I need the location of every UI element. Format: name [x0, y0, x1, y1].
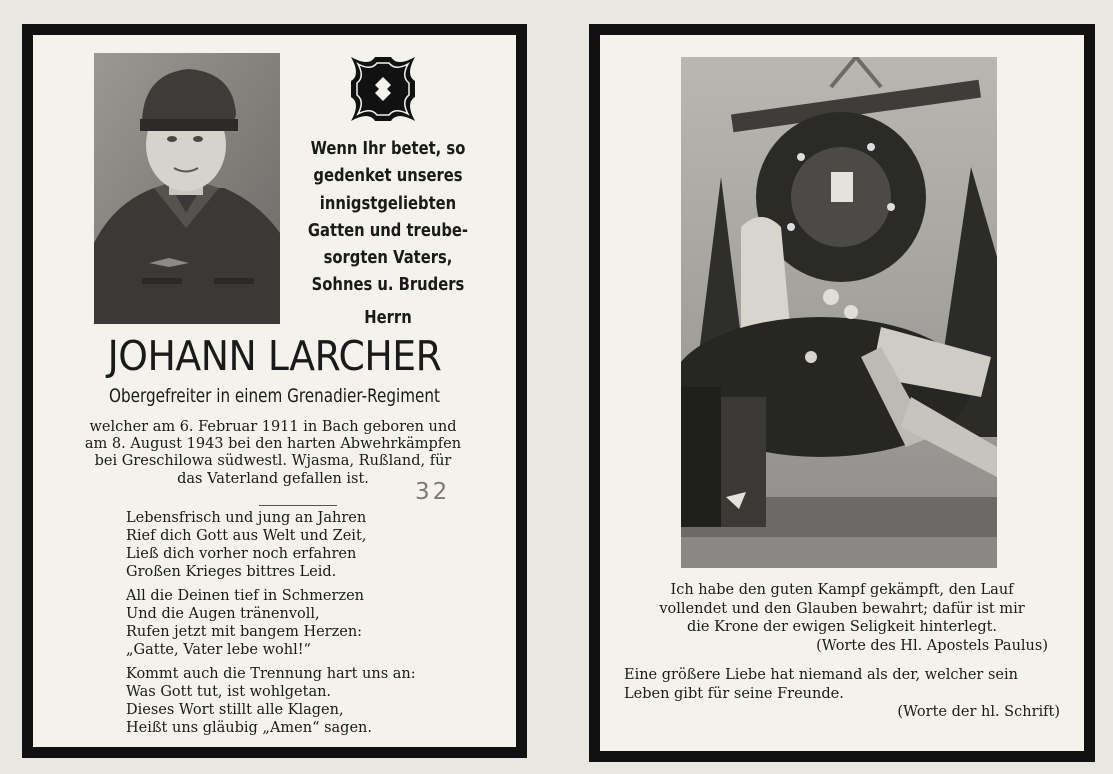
intro-line: sorgten Vaters, [323, 247, 453, 269]
quote-line: vollendet und den Glauben bewahrt; dafür ist mir [659, 600, 1025, 617]
paulus-quote [636, 581, 1048, 655]
quote-line: die Krone der ewigen Seligkeit hinterlegt. [686, 619, 998, 635]
quote-source: (Worte des Hl. Apostels Paulus) [816, 637, 1048, 654]
poem-line: Heißt uns gläubig „Amen“ sagen. [126, 720, 372, 736]
military-rank: Obergefreiter in einem Grenadier-Regiment [109, 385, 440, 407]
salutation: Herrn [364, 307, 412, 328]
quote-line: Ich habe den guten Kampf gekämpft, den Lauf [670, 582, 1014, 598]
poem-line: Dieses Wort stillt alle Klagen, [126, 702, 344, 718]
quote-source: (Worte der hl. Schrift) [897, 704, 1060, 720]
bio-line: welcher am 6. Februar 1911 in Bach geboren und [89, 419, 457, 435]
intro-line: Sohnes u. Bruders [311, 274, 465, 296]
poem-line: Ließ dich vorher noch erfahren [126, 546, 357, 562]
memorial-card-back [589, 24, 1095, 762]
quote-line: Leben gibt für seine Freunde. [624, 685, 844, 702]
poem-stanza [126, 509, 416, 581]
handwritten-number: 32 [415, 479, 451, 505]
soldier-portrait-photo [94, 53, 280, 324]
poem-line: All die Deinen tief in Schmerzen [126, 588, 364, 604]
poem-line: Was Gott tut, ist wohlgetan. [126, 684, 332, 700]
memorial-poem [126, 509, 416, 743]
bio-line: bei Greschilowa südwestl. Wjasma, Rußland, für [94, 453, 452, 470]
iron-cross-icon [347, 53, 419, 125]
scripture-quote [624, 666, 1060, 722]
poem-stanza [126, 665, 416, 737]
poem-line: Lebensfrisch und jung an Jahren [126, 510, 367, 526]
intro-text [302, 135, 474, 299]
poem-line: Rufen jetzt mit bangem Herzen: [126, 624, 363, 640]
deceased-name: JOHANN LARCHER [107, 332, 442, 380]
intro-line: gedenket unseres [313, 165, 463, 187]
poem-line: Kommt auch die Trennung hart uns an: [126, 666, 416, 682]
divider [259, 505, 337, 506]
poem-line: Rief dich Gott aus Welt und Zeit, [126, 528, 367, 544]
poem-line: Und die Augen tränenvoll, [126, 606, 320, 622]
poem-stanza [126, 587, 416, 659]
intro-line: innigstgeliebten [319, 192, 457, 214]
biography-text [63, 419, 483, 488]
poem-line: „Gatte, Vater lebe wohl!“ [126, 642, 311, 658]
bio-line: das Vaterland gefallen ist. [177, 470, 369, 487]
bio-line: am 8. August 1943 bei den harten Abwehrkämpfen [84, 436, 462, 453]
memorial-card-front [22, 24, 527, 758]
quote-line: Eine größere Liebe hat niemand als der, welcher sein [624, 667, 1018, 683]
intro-line: Gatten und treube- [307, 219, 469, 241]
grave-wreaths-photo [681, 57, 997, 568]
intro-line: Wenn Ihr betet, so [310, 138, 466, 159]
poem-line: Großen Krieges bittres Leid. [126, 564, 337, 580]
